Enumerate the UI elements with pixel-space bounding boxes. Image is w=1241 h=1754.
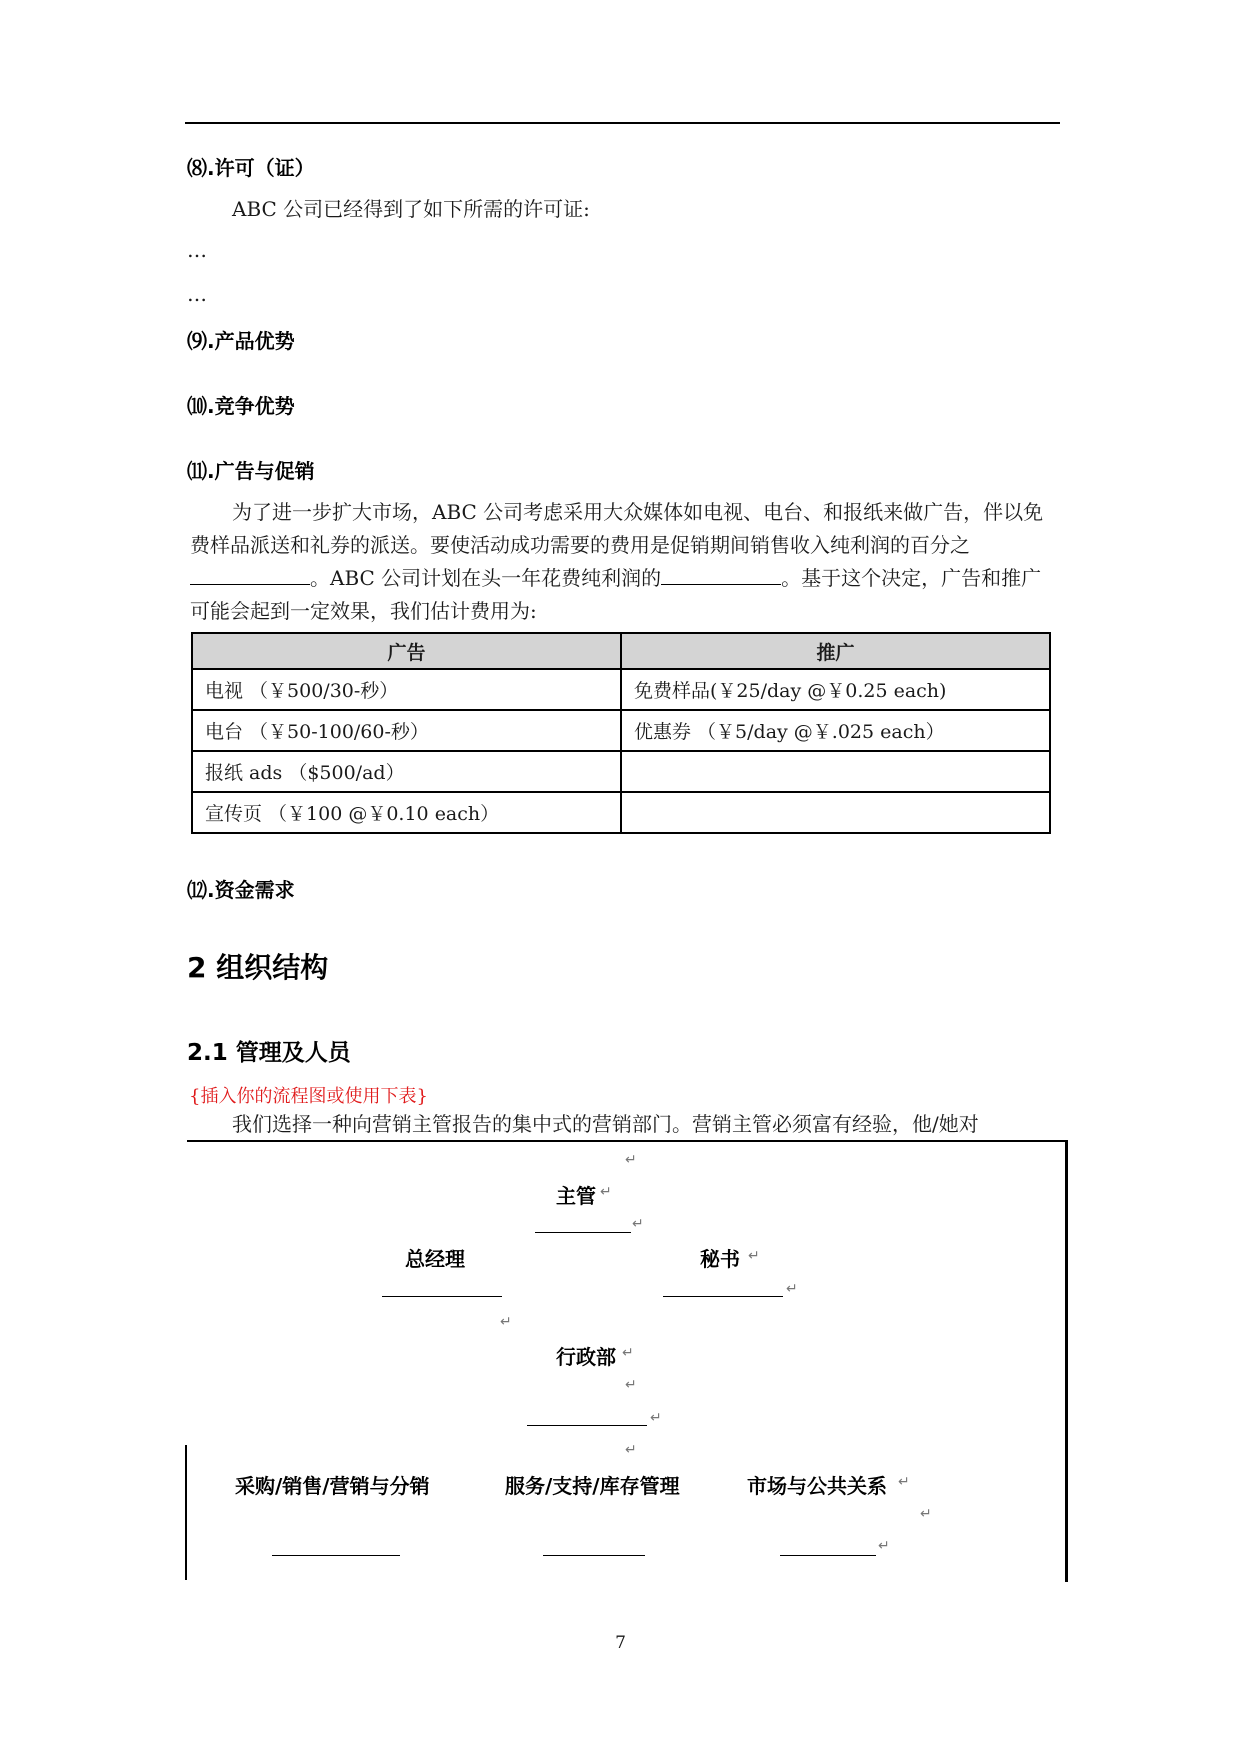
page-number: 7 bbox=[615, 1633, 626, 1653]
dept-marketing-line bbox=[780, 1555, 876, 1556]
org-dept-marketing: 市场与公共关系 bbox=[747, 1474, 887, 1498]
table-cell: 优惠券 （￥5/day @￥.025 each） bbox=[621, 710, 1050, 751]
org-general-manager: 总经理 bbox=[405, 1247, 465, 1271]
table-cell: 电视 （￥500/30-秒） bbox=[192, 669, 621, 710]
return-mark: ↵ bbox=[878, 1538, 890, 1554]
header-rule bbox=[185, 122, 1060, 124]
table-row bbox=[192, 669, 1050, 710]
return-mark: ↵ bbox=[786, 1281, 798, 1297]
product-advantage-heading: ⑼.产品优势 bbox=[187, 329, 295, 353]
table-cell: 宣传页 （￥100 @￥0.10 each） bbox=[192, 792, 621, 833]
table-cell bbox=[621, 751, 1050, 792]
director-line bbox=[535, 1232, 631, 1233]
chapter-title: 2 组织结构 bbox=[187, 951, 329, 984]
table-row bbox=[192, 792, 1050, 833]
section-title: 2.1 管理及人员 bbox=[187, 1040, 351, 1066]
admin-line bbox=[527, 1425, 647, 1426]
org-director: 主管 bbox=[556, 1184, 596, 1208]
ad-promotion-table bbox=[191, 632, 1051, 834]
return-mark: ↵ bbox=[625, 1152, 637, 1168]
return-mark: ↵ bbox=[650, 1410, 662, 1426]
return-mark: ↵ bbox=[632, 1216, 644, 1232]
org-chart-left-border bbox=[185, 1445, 187, 1580]
profit-blank[interactable] bbox=[661, 564, 781, 585]
header-advertising: 广告 bbox=[192, 633, 621, 669]
table-row bbox=[192, 751, 1050, 792]
table-cell: 免费样品(￥25/day @￥0.25 each) bbox=[621, 669, 1050, 710]
ads-promotion-heading: ⑾.广告与促销 bbox=[187, 459, 315, 483]
return-mark: ↵ bbox=[920, 1506, 932, 1522]
org-admin: 行政部 bbox=[556, 1345, 616, 1369]
table-row bbox=[192, 710, 1050, 751]
table-header-row bbox=[192, 633, 1050, 669]
permit-heading: ⑻.许可（证） bbox=[187, 156, 315, 180]
table-cell bbox=[621, 792, 1050, 833]
dept-sales-line bbox=[272, 1555, 400, 1556]
percent-blank[interactable] bbox=[190, 564, 310, 585]
permit-text: ABC 公司已经得到了如下所需的许可证: bbox=[232, 197, 590, 221]
return-mark: ↵ bbox=[625, 1377, 637, 1393]
return-mark: ↵ bbox=[622, 1345, 634, 1361]
return-mark: ↵ bbox=[898, 1474, 910, 1490]
header-promotion: 推广 bbox=[621, 633, 1050, 669]
table-cell: 报纸 ads （$500/ad） bbox=[192, 751, 621, 792]
secretary-line bbox=[663, 1296, 783, 1297]
return-mark: ↵ bbox=[748, 1248, 760, 1264]
return-mark: ↵ bbox=[600, 1184, 612, 1200]
insert-note: {插入你的流程图或使用下表} bbox=[189, 1086, 428, 1107]
gm-line bbox=[382, 1296, 502, 1297]
org-dept-sales: 采购/销售/营销与分销 bbox=[235, 1474, 430, 1498]
ellipsis-1: … bbox=[187, 238, 207, 262]
org-dept-service: 服务/支持/库存管理 bbox=[505, 1474, 680, 1498]
org-chart-frame bbox=[187, 1140, 1068, 1582]
ellipsis-2: … bbox=[187, 282, 207, 306]
org-secretary: 秘书 bbox=[700, 1247, 740, 1271]
ads-paragraph: 为了进一步扩大市场，ABC 公司考虑采用大众媒体如电视、电台、和报纸来做广告，伴以免费样品派送和礼券的派送。要使活动成功需要的费用是促销期间销售收入纯利润的百分之。ABC 公司计划在头一年花费纯利润的 。基于这个决定，广告和推广可能会起到一定效果，我们估计费用为: bbox=[190, 500, 1044, 623]
intro-paragraph: 我们选择一种向营销主管报告的集中式的营销部门。营销主管必须富有经验，他/她对 bbox=[232, 1112, 979, 1136]
funding-heading: ⑿.资金需求 bbox=[187, 878, 295, 902]
return-mark: ↵ bbox=[500, 1314, 512, 1330]
competitive-advantage-heading: ⑽.竞争优势 bbox=[187, 394, 295, 418]
table-cell: 电台 （￥50-100/60-秒） bbox=[192, 710, 621, 751]
dept-service-line bbox=[543, 1555, 645, 1556]
return-mark: ↵ bbox=[625, 1442, 637, 1458]
